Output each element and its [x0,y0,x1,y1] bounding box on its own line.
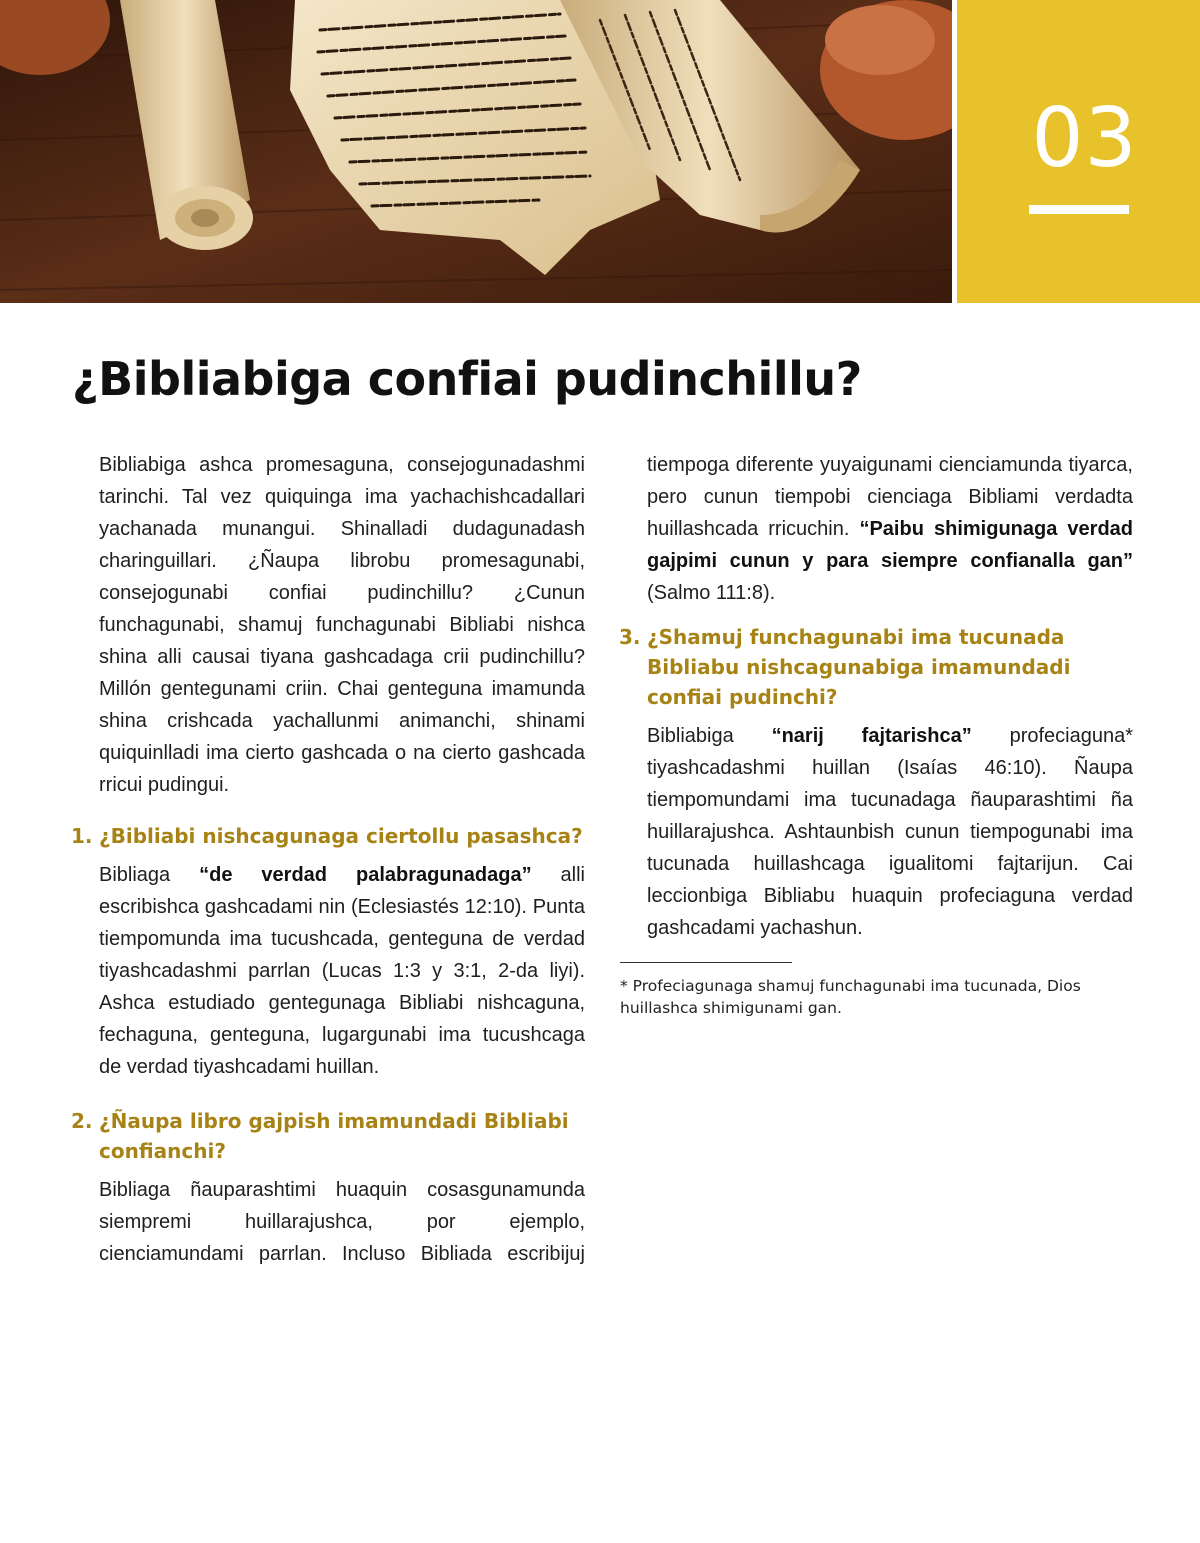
intro-paragraph: Bibliabiga ashca promesaguna, consejogunadashmi tarinchi. Tal vez quiquinga ima yachachishcadallari yachanada munangui. Shinalladi dudagunadash charinguillari. ¿Ñaupa librobu promesagunabi, consejogunabi confiai pudinchillu? ¿Cunun funchagunabi, shamuj funchagunabi Bibliabi nishca shina alli causai tiyana gashcadaga crii pudinchillu? Millón gentegunami criin. Chai genteguna imamunda shina crishcada yachallunmi animanchi, shinami quiquinlladi ima cierto gashcada o na cierto gashcada rricui pudingui. [99,454,585,796]
question-text: ¿Ñaupa libro gajpish imamundadi Bibliabi confianchi? [99,1109,569,1163]
question-text: ¿Bibliabi nishcagunaga ciertollu pasashca? [99,824,583,848]
answer-2-part-1-clip [99,1174,585,1271]
answer-3 [647,720,1133,944]
header-image-scrolls [0,0,952,303]
chapter-underline [1029,205,1129,214]
footnote-divider [620,962,792,963]
chapter-number: 03 [1031,91,1138,186]
answer-text: alli escribishca gashcadami nin (Eclesiastés 12:10). Punta tiempomunda ima tucushcada, genteguna de verdad tiyashcadashmi parrlan (Lucas 1:3 y 3:1, 2-da liyi). Ashca estudiado gentegunaga Bibliabi nishcaguna, fechaguna, genteguna, lugargunabi ima tucushcaga de verdad tiyashcadami huillan. [99,864,585,1078]
question-number: 2. [71,1109,93,1133]
question-number: 1. [71,824,93,848]
answer-1 [99,859,585,1083]
left-column [71,449,585,1271]
footnote: * Profeciagunaga shamuj funchagunabi ima tucunada, Dios huillashca shimigunami gan. [620,977,1081,1017]
answer-text: Bibliabiga [647,725,772,747]
question-1 [71,821,585,851]
answer-emphasis: “narij fajtarishca” [771,725,972,747]
answer-text: Bibliaga ñauparashtimi huaquin cosasgunamunda siempremi huillarajushca, por ejemplo, cienciamundami parrlan. Incluso Bibliada escribijuj [99,1179,585,1265]
page-title: ¿Bibliabiga confiai pudinchillu? [72,352,862,406]
question-2 [71,1106,585,1166]
answer-emphasis: “de verdad palabragunadaga” [199,864,532,886]
answer-text: tiempoga diferente yuyaigunami cienciamunda tiyarca, pero cunun tiempobi cienciaga Bibliami verdadta huillashcada rricuchin. [647,454,1133,540]
answer-text: profeciaguna* tiyashcadashmi huillan (Isaías 46:10). Ñaupa tiempomundami ima tucunadaga ñauparashtimi ña huillarajushca. Ashtaunbish cunun tiempogunabi ima tucunada huillashcaga igualitomi fajtarijun. Cai leccionbiga Bibliabu huaquin profeciaguna verdad gashcadami yachashun. [647,725,1133,939]
question-text: ¿Shamuj funchagunabi ima tucunada Bibliabu nishcagunabiga imamundadi confiai pudinchi? [647,625,1071,709]
question-3 [619,622,1133,712]
answer-text: Bibliaga [99,864,200,886]
question-number: 3. [619,625,641,649]
answer-text: (Salmo 111:8). [647,582,776,604]
chapter-badge [957,0,1200,303]
answer-2-continued [647,449,1133,609]
scrolls-illustration [0,0,952,303]
answer-emphasis: “Paibu shimigunaga verdad gajpimi cunun y para siempre confianalla gan” [647,518,1133,572]
answer-2 [99,1174,585,1271]
right-column [619,449,1133,1019]
answer-2-continued-clip [647,449,1133,610]
